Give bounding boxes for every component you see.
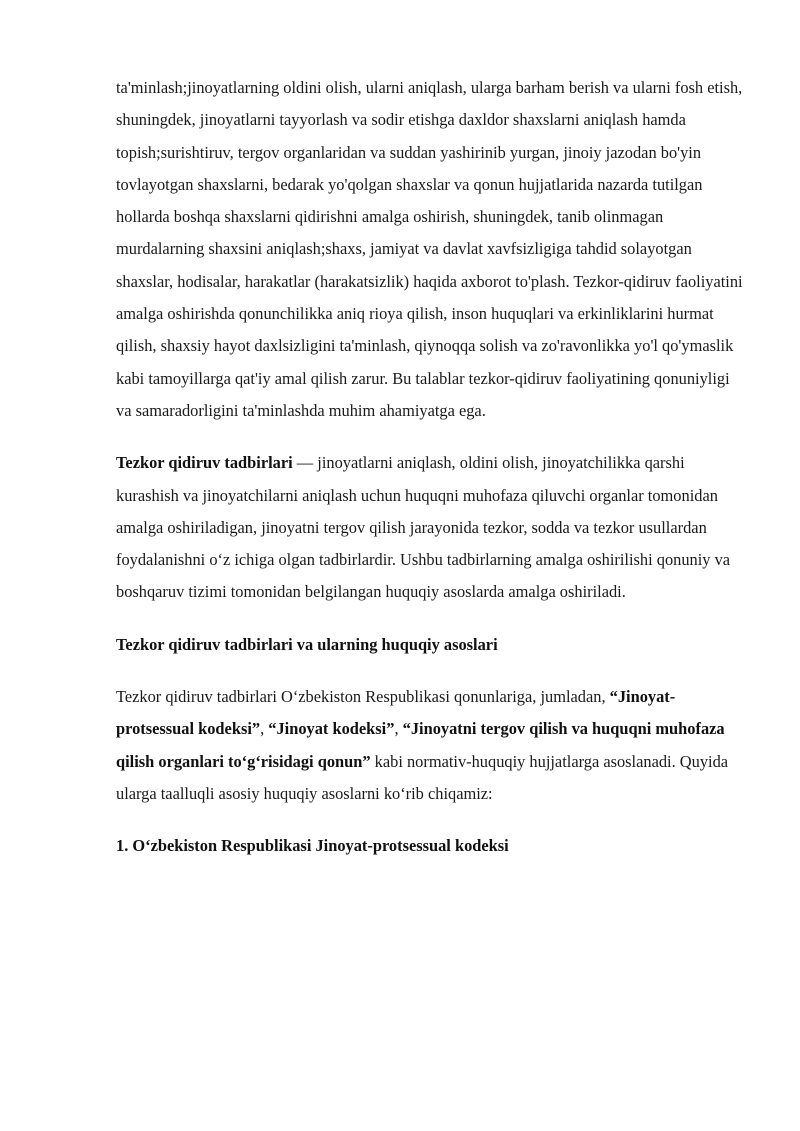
separator: ,: [394, 719, 403, 739]
separator: ,: [260, 719, 269, 739]
numbered-heading: 1. O‘zbekiston Respublikasi Jinoyat-protsessual kodeksi: [116, 836, 509, 856]
legal-basis-paragraph: [116, 681, 746, 810]
definition-text: — jinoyatlarni aniqlash, oldini olish, jinoyatchilikka qarshi kurashish va jinoyatchilarni aniqlash uchun huquqni muhofaza qiluvchi organlar tomonidan amalga oshiriladigan, jinoyatni tergov qilish jarayonida tezkor, sodda va tezkor usullardan foydalanishni o‘z ichiga olgan tadbirlardir. Ushbu tadbirlarning amalga oshirilishi qonuniy va boshqaruv tizimi tomonidan belgilangan huquqiy asoslarda amalga oshiriladi.: [116, 453, 731, 602]
body-paragraph: [116, 72, 746, 427]
section-heading: Tezkor qidiruv tadbirlari va ularning huquqiy asoslari: [116, 634, 498, 654]
document-page: [116, 72, 746, 883]
law-name: “Jinoyatni tergov qilish va huquqni muhofaza qilish organlari to‘g‘risidagi qonun”: [116, 719, 725, 771]
paragraph-text: ta'minlash;jinoyatlarning oldini olish, ularni aniqlash, ularga barham berish va ularni fosh etish, shuningdek, jinoyatlarni tayyorlash va sodir etishga daxldor shaxslarni aniqlash hamda topish;surishtiruv, tergov organlaridan va suddan yashirinib yurgan, jinoiy jazodan bo'yin tovlayotgan shaxslarni, bedarak yo'qolgan shaxslar va qonun hujjatlarida nazarda tutilgan hollarda boshqa shaxslarni qidirishni amalga oshirish, shuningdek, tanib olinmagan murdalarning shaxsini aniqlash;shaxs, jamiyat va davlat xavfsizligiga tahdid solayotgan shaxslar, hodisalar, harakatlar (harakatsizlik) haqida axborot to'plash. Tezkor-qidiruv faoliyatini amalga oshirishda qonunchilikka aniq rioya qilish, inson huquqlari va erkinliklarini hurmat qilish, shaxsiy hayot daxlsizligini ta'minlash, qiynoqqa solish va zo'ravonlikka yo'l qo'ymaslik kabi tamoyillarga qat'iy amal qilish zarur. Bu talablar tezkor-qidiruv faoliyatining qonuniyligi va samaradorligini ta'minlashda muhim ahamiyatga ega.: [116, 78, 743, 420]
paragraph-text: kabi normativ-huquqiy hujjatlarga asoslanadi. Quyida ularga taalluqli asosiy huquqiy asoslarni ko‘rib chiqamiz:: [116, 751, 729, 803]
law-name: “Jinoyat kodeksi”: [268, 719, 395, 739]
defined-term: Tezkor qidiruv tadbirlari: [116, 453, 293, 473]
law-name: “Jinoyat-protsessual kodeksi”: [116, 687, 676, 739]
definition-paragraph: [116, 447, 746, 608]
paragraph-text: Tezkor qidiruv tadbirlari O‘zbekiston Respublikasi qonunlariga, jumladan,: [116, 687, 610, 707]
